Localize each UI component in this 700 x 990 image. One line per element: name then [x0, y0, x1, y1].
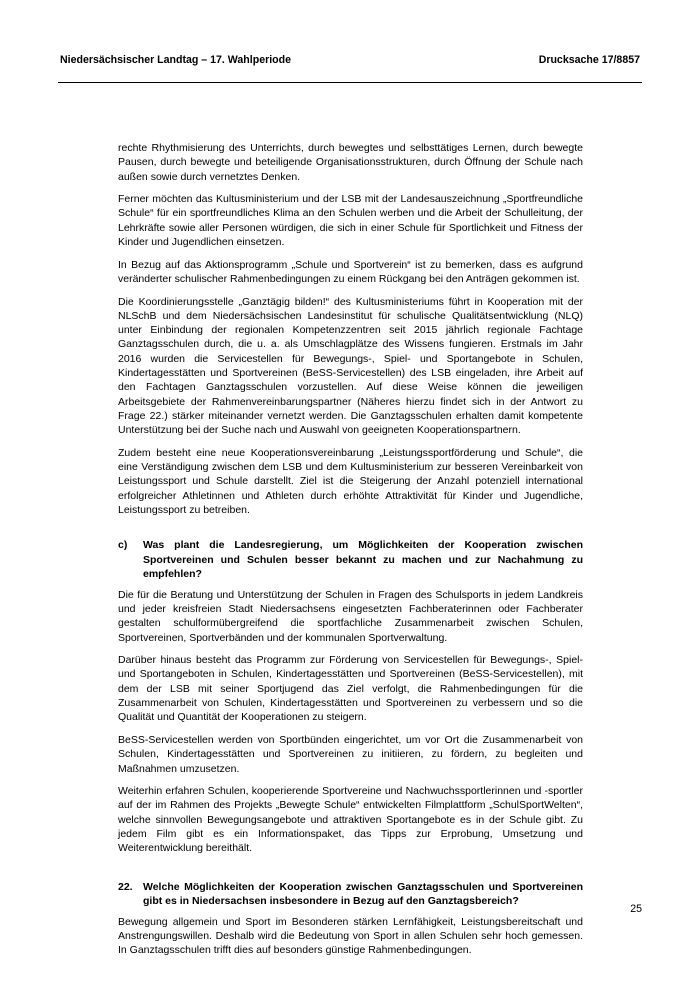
- question-text: Welche Möglichkeiten der Kooperation zwischen Ganztagsschulen und Sportvereinen gibt es in Niedersachsen insbesondere in Bezug auf den Ganztagsbereich?: [143, 880, 583, 907]
- paragraph: Bewegung allgemein und Sport im Besonderen stärken Lernfähigkeit, Leistungsbereitschaft und Anstrengungswillen. Deshalb wird die Bedeutung von Sport in allen Schulen sehr hoch gemessen. In Ganztagsschulen trifft dies auf besonders günstige Rahmenbedingungen.: [118, 915, 583, 957]
- paragraph: Die Koordinierungsstelle „Ganztägig bilden!“ des Kultusministeriums führt in Kooperation mit der NLSchB und dem Niedersächsischen Landesinstitut für schulische Qualitätsentwicklung (NLQ) unter Einbindung der regionalen Kompetenzzentren seit 2015 jährlich regionale Fachtage Ganztagsschulen durch, die u. a. als Umschlagplätze des Wissens fungieren. Erstmals im Jahr 2016 wurden die Servicestellen für Bewegungs-, Spiel- und Sportangebote in Schulen, Kindertagesstätten und Sportvereinen (BeSS-Servicestellen) des LSB eingeladen, ihre Arbeit auf den Fachtagen Ganztagsschulen vorzustellen. Auf diese Weise können die jeweiligen Arbeitsgebiete der Rahmenvereinbarungspartner (Näheres hierzu findet sich in der Antwort zu Frage 22.) stärker miteinander vernetzt werden. Die Ganztagsschulen erhalten damit kompetente Unterstützung bei der Suche nach und Auswahl von geeigneten Kooperationspartnern.: [118, 295, 583, 437]
- paragraph: Ferner möchten das Kultusministerium und der LSB mit der Landesauszeichnung „Sportfreundliche Schule“ für ein sportfreundliches Klima an den Schulen werben und die Arbeit der Schulleitung, der Lehrkräfte sowie aller Personen würdigen, die sich in einer Schule für Sportlichkeit und Fitness der Kinder und Jugendlichen einsetzen.: [118, 193, 583, 249]
- paragraph: rechte Rhythmisierung des Unterrichts, durch bewegtes und selbsttätiges Lernen, durch bewegte Pausen, durch bewegte und beteiligende Organisationsstrukturen, durch Öffnung der Schule nach außen sowie durch vernetztes Denken.: [118, 142, 583, 183]
- paragraph: Zudem besteht eine neue Kooperationsvereinbarung „Leistungssportförderung und Schule“, die eine Verständigung zwischen dem LSB und dem Kultusministerium zur besseren Vereinbarkeit von Leistungssport und Schule darstellt. Ziel ist die Steigerung der Anzahl potenziell international erfolgreicher Athletinnen und Athleten durch erhöhte Attraktivität für Kinder und Jugendliche, Leistungssport zu betreiben.: [118, 446, 583, 517]
- paragraph: Weiterhin erfahren Schulen, kooperierende Sportvereine und Nachwuchssportlerinnen und -sportler auf der im Rahmen des Projekts „Bewegte Schule“ entwickelten Filmplattform „SchulSportWelten“, welche sinnvollen Bewegungsangebote und attraktiven Sportangebote es in der Schule gibt. Zu jedem Film gibt es ein Informationspaket, das Tipps zur Erprobung, Umsetzung und Weiterentwicklung bereithält.: [118, 785, 583, 855]
- paragraph: Die für die Beratung und Unterstützung der Schulen in Fragen des Schulsports in jedem Landkreis und jeder kreisfreien Stadt Niedersachsens eingesetzten Fachberaterinnen oder Fachberater gestalten schulformübergreifend die sportfachliche Zusammenarbeit zwischen Schulen, Sportvereinen, Sportverbänden und der kommunalen Sportverwaltung.: [118, 588, 583, 644]
- paragraph: In Bezug auf das Aktionsprogramm „Schule und Sportverein“ ist zu bemerken, dass es aufgrund veränderter schulischer Rahmenbedingungen zu einem Rückgang bei den Anträgen gekommen ist.: [118, 258, 583, 285]
- question-c: [118, 538, 583, 581]
- page-body: [118, 141, 583, 966]
- header-title: Niedersächsischer Landtag – 17. Wahlperiode: [60, 54, 291, 66]
- paragraph: BeSS-Servicestellen werden von Sportbünden eingerichtet, um vor Ort die Zusammenarbeit von Schulen, Kindertagesstätten und Sportvereinen zu initiieren, zu fördern, zu begleiten und Maßnahmen umzusetzen.: [118, 733, 583, 775]
- question-22: [118, 880, 583, 909]
- page-number: 25: [630, 903, 642, 915]
- header-document-number: Drucksache 17/8857: [538, 54, 640, 66]
- question-label: 22.: [118, 880, 133, 893]
- question-label: c): [118, 539, 128, 552]
- paragraph: Darüber hinaus besteht das Programm zur Förderung von Servicestellen für Bewegungs-, Spiel- und Sportangeboten in Schulen, Kindertagesstätten und Sportvereinen (BeSS-Servicestellen), mit dem der LSB mit seiner Sportjugend das Ziel verfolgt, die Rahmenbedingungen für die Zusammenarbeit von Schulen, Kindertagesstätten und Sportvereinen zu verbessern und so die Qualität und Quantität der Kooperationen zu steigern.: [118, 654, 583, 724]
- header-rule: [58, 82, 642, 83]
- question-text: Was plant die Landesregierung, um Möglichkeiten der Kooperation zwischen Sportvereinen und Schulen besser bekannt zu machen und zur Nachahmung zu empfehlen?: [143, 539, 583, 580]
